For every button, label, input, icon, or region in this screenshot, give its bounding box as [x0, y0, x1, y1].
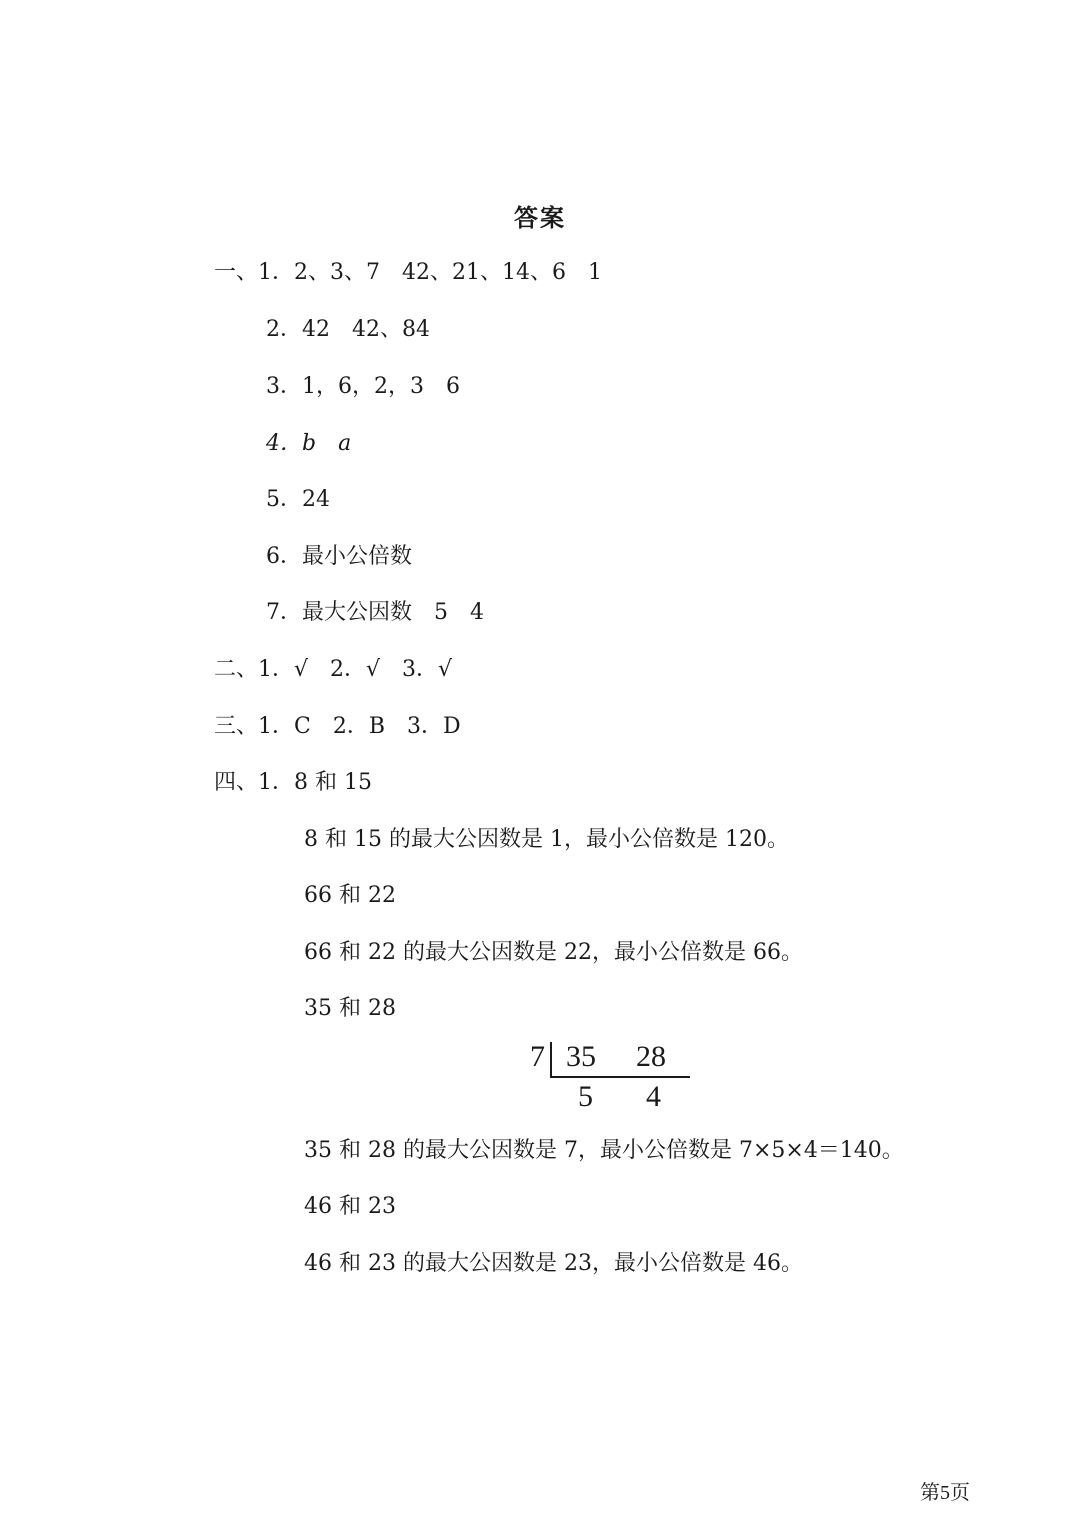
answer-section-4-pair-1: 四、1．8 和 15 — [214, 770, 372, 795]
answer-section-4-pair-3: 35 和 28 — [304, 996, 396, 1021]
short-division-diagram — [528, 1040, 698, 1116]
answer-section-1-q4: 4．b a — [266, 431, 352, 456]
answer-section-1-q5: 5．24 — [266, 487, 330, 512]
answer-section-1-q1: 一、1．2、3、7 42、21、14、6 1 — [214, 260, 602, 285]
page-number: 第5页 — [920, 1482, 970, 1504]
answer-section-4-result-2: 66 和 22 的最大公因数是 22，最小公倍数是 66。 — [304, 940, 803, 965]
divisor: 7 — [530, 1040, 545, 1073]
answer-section-3: 三、1．C 2．B 3．D — [214, 714, 461, 739]
answer-section-1-q7: 7．最大公因数 5 4 — [266, 600, 484, 625]
answer-section-1-q3: 3．1，6，2，3 6 — [266, 374, 460, 399]
dividend-1: 35 — [566, 1040, 596, 1073]
answer-section-4-result-1: 8 和 15 的最大公因数是 1，最小公倍数是 120。 — [304, 827, 789, 852]
division-vertical-bar — [550, 1042, 552, 1076]
division-horizontal-bar — [550, 1076, 690, 1078]
page-title: 答案 — [514, 203, 566, 232]
answer-section-4-pair-2: 66 和 22 — [304, 883, 396, 908]
answer-section-2: 二、1．√ 2．√ 3．√ — [214, 657, 453, 682]
answer-section-4-pair-4: 46 和 23 — [304, 1194, 396, 1219]
quotient-1: 5 — [578, 1080, 593, 1113]
dividend-2: 28 — [636, 1040, 666, 1073]
answer-section-4-result-4: 46 和 23 的最大公因数是 23，最小公倍数是 46。 — [304, 1251, 803, 1276]
answer-section-1-q2: 2．42 42、84 — [266, 317, 430, 342]
quotient-2: 4 — [646, 1080, 661, 1113]
answer-section-1-q6: 6．最小公倍数 — [266, 544, 412, 569]
answer-section-4-result-3: 35 和 28 的最大公因数是 7，最小公倍数是 7×5×4＝140。 — [304, 1138, 904, 1163]
